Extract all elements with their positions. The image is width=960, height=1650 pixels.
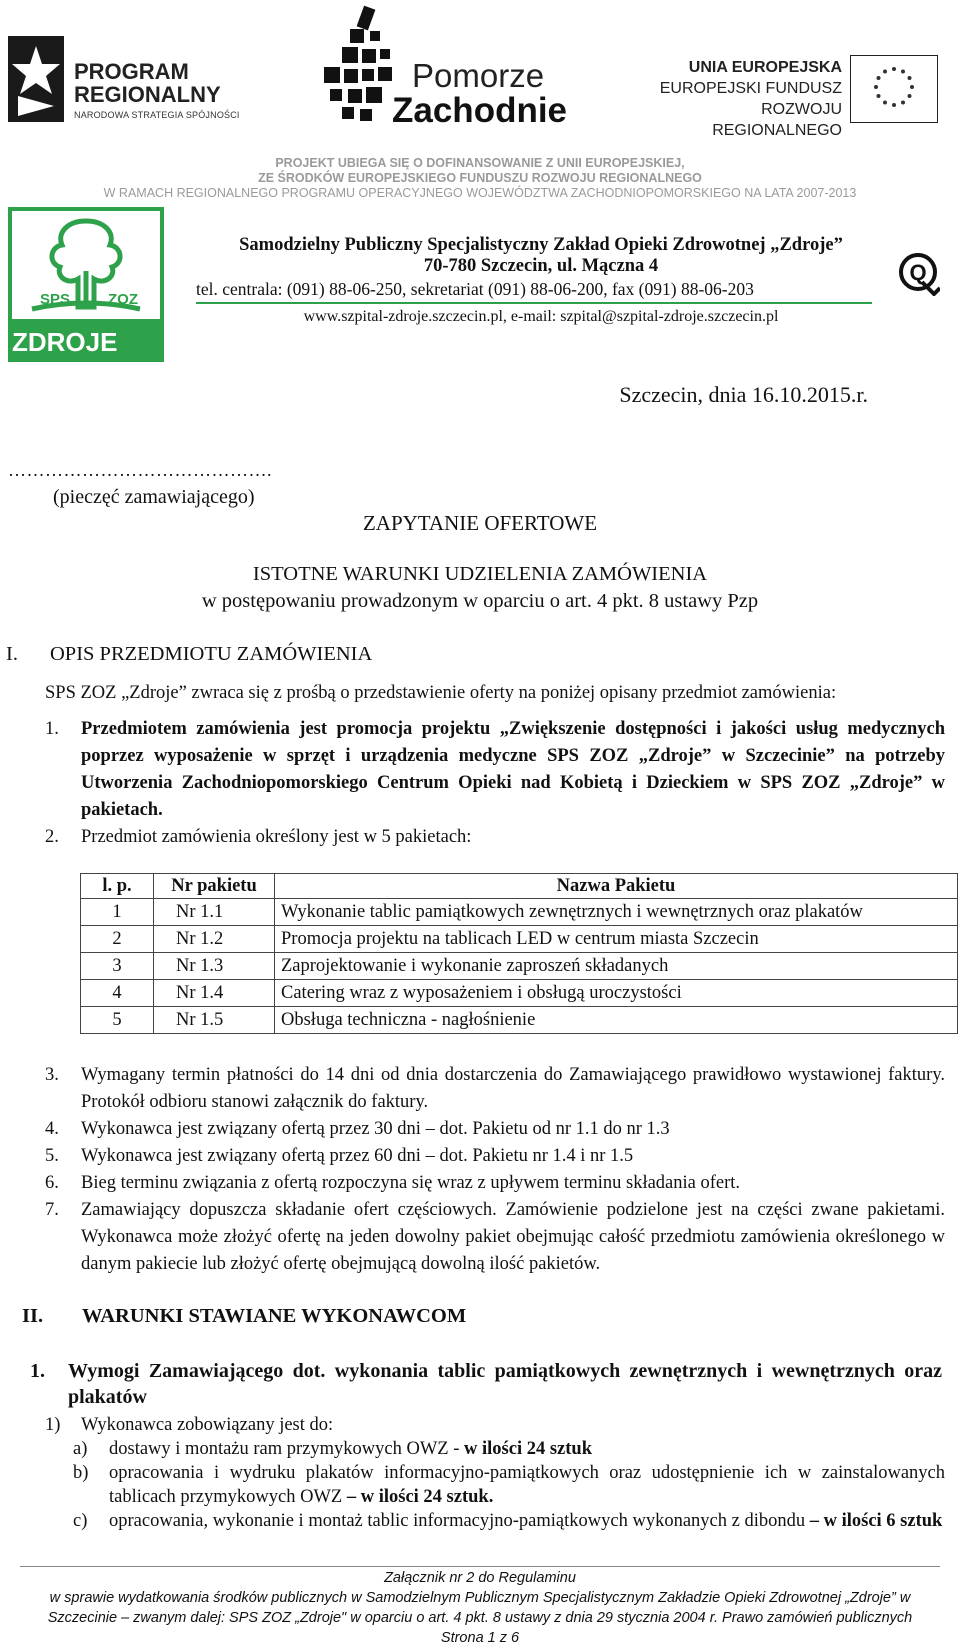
program-line1: PROGRAM — [74, 59, 189, 84]
list-item — [45, 1116, 945, 1143]
item-text: Przedmiotem zamówienia jest promocja projektu „Zwiększenie dostępności i jakości usług medycznych poprzez wyposażenie w sprzęt i urządzenia medyczne SPS ZOZ „Zdroje” w Szczecinie” na potrzeby Utworzenia Zachodniopomorskiego Centrum Opieki nad Kobietą i Dzieckiem w SPS ZOZ „Zdroje” w pakietach. — [81, 719, 945, 820]
program-line3: NARODOWA STRATEGIA SPÓJNOŚCI — [74, 110, 240, 120]
cell-lp: 5 — [81, 1007, 154, 1034]
cell-lp: 4 — [81, 980, 154, 1007]
page-footer — [0, 1568, 960, 1648]
cell-nr: Nr 1.4 — [154, 980, 275, 1007]
cell-name: Obsługa techniczna - nagłośnienie — [275, 1007, 958, 1034]
eu-logo — [638, 55, 938, 139]
ue-line2: EUROPEJSKI FUNDUSZ — [659, 80, 842, 97]
item-number: 2. — [45, 827, 59, 847]
item-number: 6. — [45, 1173, 59, 1193]
section-2-heading — [22, 1305, 466, 1328]
item-text: Wymagany termin płatności do 14 dni od dnia dostarczenia do Zamawiającego prawidłowo wystawionej faktury. Protokół odbioru stanowi załącznik do faktury. — [81, 1065, 945, 1112]
list-item — [45, 1143, 945, 1170]
stamp-label: (pieczęć zamawiającego) — [53, 486, 255, 508]
page-title: ZAPYTANIE OFERTOWE — [362, 511, 598, 535]
footer-line2: w sprawie wydatkowania środków publicznych w Samodzielnym Publicznym Specjalistycznym Zakładzie Opieki Zdrowotnej „Zdroje” w — [49, 1590, 911, 1606]
hospital-header — [196, 235, 886, 300]
item-number: 1. — [45, 719, 59, 739]
header-nr: Nr pakietu — [154, 874, 275, 899]
cell-lp: 3 — [81, 953, 154, 980]
intro-text: SPS ZOZ „Zdroje” zwraca się z prośbą o przedstawienie oferty na poniżej opisany przedmiot zamówienia: — [45, 683, 837, 703]
letter-bold: w ilości 24 sztuk — [464, 1439, 592, 1459]
letter-text: opracowania, wykonanie i montaż tablic informacyjno-pamiątkowych wykonanych z dibondu — [109, 1511, 810, 1531]
requirement-heading — [30, 1358, 942, 1410]
cell-nr: Nr 1.3 — [154, 953, 275, 980]
letter-marker: b) — [73, 1463, 89, 1483]
conditions-list — [45, 1062, 945, 1278]
item-number: 7. — [45, 1200, 59, 1220]
cell-name: Wykonanie tablic pamiątkowych zewnętrznych i wewnętrznych oraz plakatów — [275, 899, 958, 926]
cell-lp: 1 — [81, 899, 154, 926]
list-item — [45, 1062, 945, 1116]
item-number: 4. — [45, 1119, 59, 1139]
item-number: 5. — [45, 1146, 59, 1166]
ue-line3: ROZWOJU REGIONALNEGO — [712, 101, 842, 139]
table-header-row — [81, 874, 958, 899]
pomorze-line1: Pomorze — [412, 57, 545, 94]
requirement-number: 1. — [30, 1360, 45, 1382]
svg-text:Q: Q — [909, 260, 927, 285]
sub-number: 1) — [45, 1415, 61, 1435]
zdroje-logo — [8, 207, 164, 362]
item-text: Wykonawca jest związany ofertą przez 60 dni – dot. Pakietu nr 1.4 i nr 1.5 — [81, 1146, 634, 1166]
table-row — [81, 980, 958, 1007]
item-text: Wykonawca jest związany ofertą przez 30 dni – dot. Pakietu od nr 1.1 do nr 1.3 — [81, 1119, 670, 1139]
zdroje-sps: SPS — [40, 291, 71, 308]
table-row — [81, 926, 958, 953]
header-name: Nazwa Pakietu — [275, 874, 958, 899]
section-1-number: I. — [6, 643, 18, 665]
pomorze-line2: Zachodnie — [392, 91, 568, 130]
list-item — [45, 1437, 945, 1461]
obligations-list — [45, 1413, 945, 1533]
footer-line3: Szczecinie – zwanym dalej: SPS ZOZ „Zdroje" w oparciu o art. 4 pkt. 8 ustawy z dnia 29 stycznia 2004 r. Prawo zamówień publicznych — [47, 1610, 913, 1626]
subtitle-2: w postępowaniu prowadzonym w oparciu o art. 4 pkt. 8 ustawy Pzp — [201, 590, 759, 612]
cell-nr: Nr 1.2 — [154, 926, 275, 953]
item-number: 3. — [45, 1065, 59, 1085]
letter-text: dostawy i montażu ram przymykowych OWZ - — [109, 1439, 465, 1459]
table-row — [81, 899, 958, 926]
item-text: Bieg terminu związania z ofertą rozpoczyna się wraz z upływem terminu składania ofert. — [81, 1173, 741, 1193]
zdroje-zoz: ZOZ — [108, 291, 138, 308]
list-item — [45, 1197, 945, 1278]
project-note-line2: ZE ŚRODKÓW EUROPEJSKIEGO FUNDUSZU ROZWOJU REGIONALNEGO — [258, 171, 702, 185]
eu-flag-icon — [850, 55, 938, 123]
cell-name: Promocja projektu na tablicach LED w centrum miasta Szczecin — [275, 926, 958, 953]
project-funding-note — [0, 156, 960, 201]
list-item — [45, 1170, 945, 1197]
section-1-heading — [6, 643, 372, 666]
hospital-phones: tel. centrala: (091) 88-06-250, sekretariat (091) 88-06-200, fax (091) 88-06-203 — [196, 279, 754, 299]
letter-text: opracowania i wydruku plakatów informacyjno-pamiątkowych oraz udostępnienie ich w zainstalowanych tablicach przymykowych OWZ — [109, 1463, 945, 1507]
cell-name: Zaprojektowanie i wykonanie zaproszeń składanych — [275, 953, 958, 980]
letter-marker: a) — [73, 1439, 88, 1459]
quality-q-icon — [896, 252, 940, 296]
letter-bold: – w ilości 6 sztuk — [809, 1511, 943, 1531]
cell-nr: Nr 1.5 — [154, 1007, 275, 1034]
hospital-web: www.szpital-zdroje.szczecin.pl, e-mail: szpital@szpital-zdroje.szczecin.pl — [303, 308, 779, 325]
letter-bold: – w ilości 24 sztuk. — [346, 1487, 494, 1507]
footer-divider — [20, 1566, 940, 1567]
list-item — [45, 716, 945, 824]
program-line2: REGIONALNY — [74, 82, 221, 107]
pomorze-zachodnie-logo — [320, 5, 580, 130]
hospital-divider — [196, 302, 872, 304]
date-line: Szczecin, dnia 16.10.2015.r. — [619, 382, 868, 407]
item-text: Przedmiot zamówienia określony jest w 5 pakietach: — [81, 827, 472, 847]
program-emblem-icon — [8, 36, 64, 122]
project-note-line1: PROJEKT UBIEGA SIĘ O DOFINANSOWANIE Z UNII EUROPEJSKIEJ, — [275, 156, 685, 170]
program-regionalny-logo — [8, 30, 268, 130]
pomorze-mark-icon — [320, 5, 402, 130]
sub-text: Wykonawca zobowiązany jest do: — [81, 1415, 334, 1435]
table-row — [81, 953, 958, 980]
ue-line1: UNIA EUROPEJSKA — [688, 59, 842, 76]
item-text: Zamawiający dopuszcza składanie ofert częściowych. Zamówienie podzielone jest na części zwane pakietami. Wykonawca może złożyć ofertę na jeden dowolny pakiet obejmując całość przedmiotu zamówienia określonego w danym pakiecie lub złożyć ofertę obejmującą dowolną ilość pakietów. — [81, 1200, 945, 1274]
section-1-title: OPIS PRZEDMIOTU ZAMÓWIENIA — [50, 643, 373, 665]
cell-name: Catering wraz z wyposażeniem i obsługą uroczystości — [275, 980, 958, 1007]
hospital-name: Samodzielny Publiczny Specjalistyczny Zakład Opieki Zdrowotnej „Zdroje” — [239, 235, 843, 255]
header-lp: l. p. — [81, 874, 154, 899]
section-2-title: WARUNKI STAWIANE WYKONAWCOM — [82, 1305, 467, 1327]
subtitle-1: ISTOTNE WARUNKI UDZIELENIA ZAMÓWIENIA — [252, 563, 708, 585]
list-item — [45, 1461, 945, 1509]
zdroje-word: ZDROJE — [12, 327, 118, 357]
project-note-line3: W RAMACH REGIONALNEGO PROGRAMU OPERACYJNEGO WOJEWÓDZTWA ZACHODNIOPOMORSKIEGO NA LATA 2007-2013 — [103, 186, 857, 200]
list-item — [45, 1413, 945, 1437]
list-item — [45, 1509, 945, 1533]
list-item — [45, 824, 945, 851]
stamp-dots: ……………………………………. — [8, 460, 272, 480]
cell-nr: Nr 1.1 — [154, 899, 275, 926]
footer-line1: Załącznik nr 2 do Regulaminu — [384, 1570, 576, 1586]
letter-marker: c) — [73, 1511, 88, 1531]
cell-lp: 2 — [81, 926, 154, 953]
packages-table — [80, 873, 958, 1034]
section-2-number: II. — [22, 1305, 44, 1327]
hospital-address: 70-780 Szczecin, ul. Mączna 4 — [423, 256, 659, 276]
footer-page: Strona 1 z 6 — [440, 1630, 520, 1646]
table-row — [81, 1007, 958, 1034]
requirement-text: Wymogi Zamawiającego dot. wykonania tablic pamiątkowych zewnętrznych i wewnętrznych oraz plakatów — [68, 1360, 942, 1408]
